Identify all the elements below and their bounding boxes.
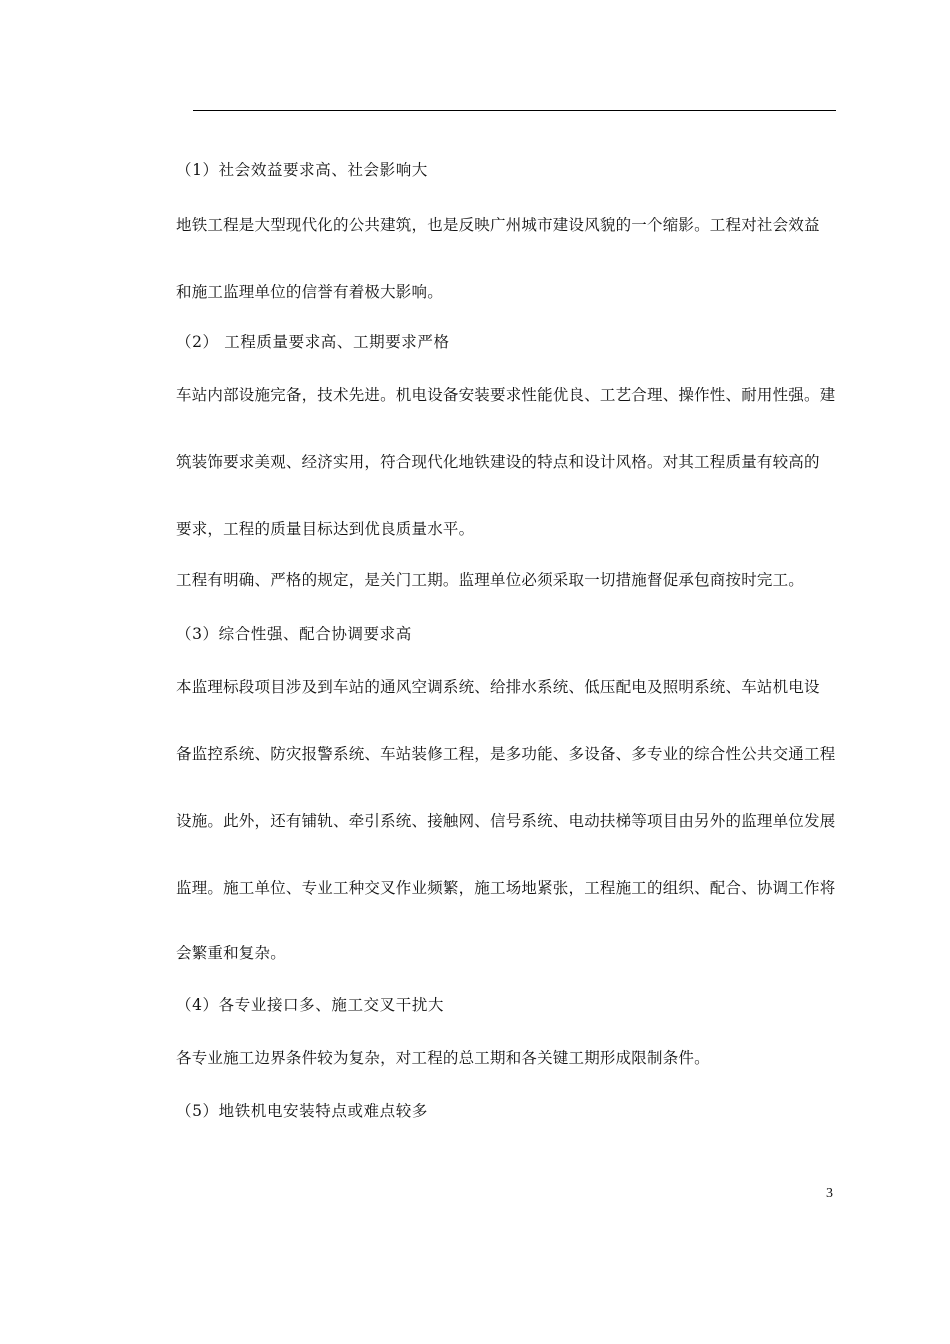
section2-paragraph-line-2: 筑装饰要求美观、经济实用，符合现代化地铁建设的特点和设计风格。对其工程质量有较高的 [176, 453, 820, 471]
section2-heading: （2） 工程质量要求高、工期要求严格 [176, 333, 450, 351]
section2-paragraph-line-4: 工程有明确、严格的规定，是关门工期。监理单位必须采取一切措施督促承包商按时完工。 [176, 571, 805, 589]
section1-paragraph-line-1: 地铁工程是大型现代化的公共建筑，也是反映广州城市建设风貌的一个缩影。工程对社会效益 [176, 216, 820, 234]
section1-heading: （1）社会效益要求高、社会影响大 [176, 161, 428, 179]
section3-heading: （3）综合性强、配合协调要求高 [176, 625, 412, 643]
section3-paragraph-line-2: 备监控系统、防灾报警系统、车站装修工程，是多功能、多设备、多专业的综合性公共交通工程 [176, 745, 836, 763]
section3-paragraph-line-4: 监理。施工单位、专业工种交叉作业频繁，施工场地紧张，工程施工的组织、配合、协调工作将 [176, 879, 836, 897]
section2-paragraph-line-1: 车站内部设施完备，技术先进。机电设备安装要求性能优良、工艺合理、操作性、耐用性强。建 [176, 386, 836, 404]
section5-heading: （5）地铁机电安装特点或难点较多 [176, 1102, 428, 1120]
section2-paragraph-line-3: 要求，工程的质量目标达到优良质量水平。 [176, 520, 475, 538]
page-number: 3 [826, 1186, 833, 1201]
section4-paragraph-line-1: 各专业施工边界条件较为复杂，对工程的总工期和各关键工期形成限制条件。 [176, 1049, 710, 1067]
section1-paragraph-line-2: 和施工监理单位的信誉有着极大影响。 [176, 283, 443, 301]
section3-paragraph-line-1: 本监理标段项目涉及到车站的通风空调系统、给排水系统、低压配电及照明系统、车站机电设 [176, 678, 820, 696]
section3-paragraph-line-3: 设施。此外，还有铺轨、牵引系统、接触网、信号系统、电动扶梯等项目由另外的监理单位发展 [176, 812, 836, 830]
section3-paragraph-line-5: 会繁重和复杂。 [176, 944, 286, 962]
header-rule [193, 110, 836, 111]
section4-heading: （4）各专业接口多、施工交叉干扰大 [176, 996, 445, 1014]
